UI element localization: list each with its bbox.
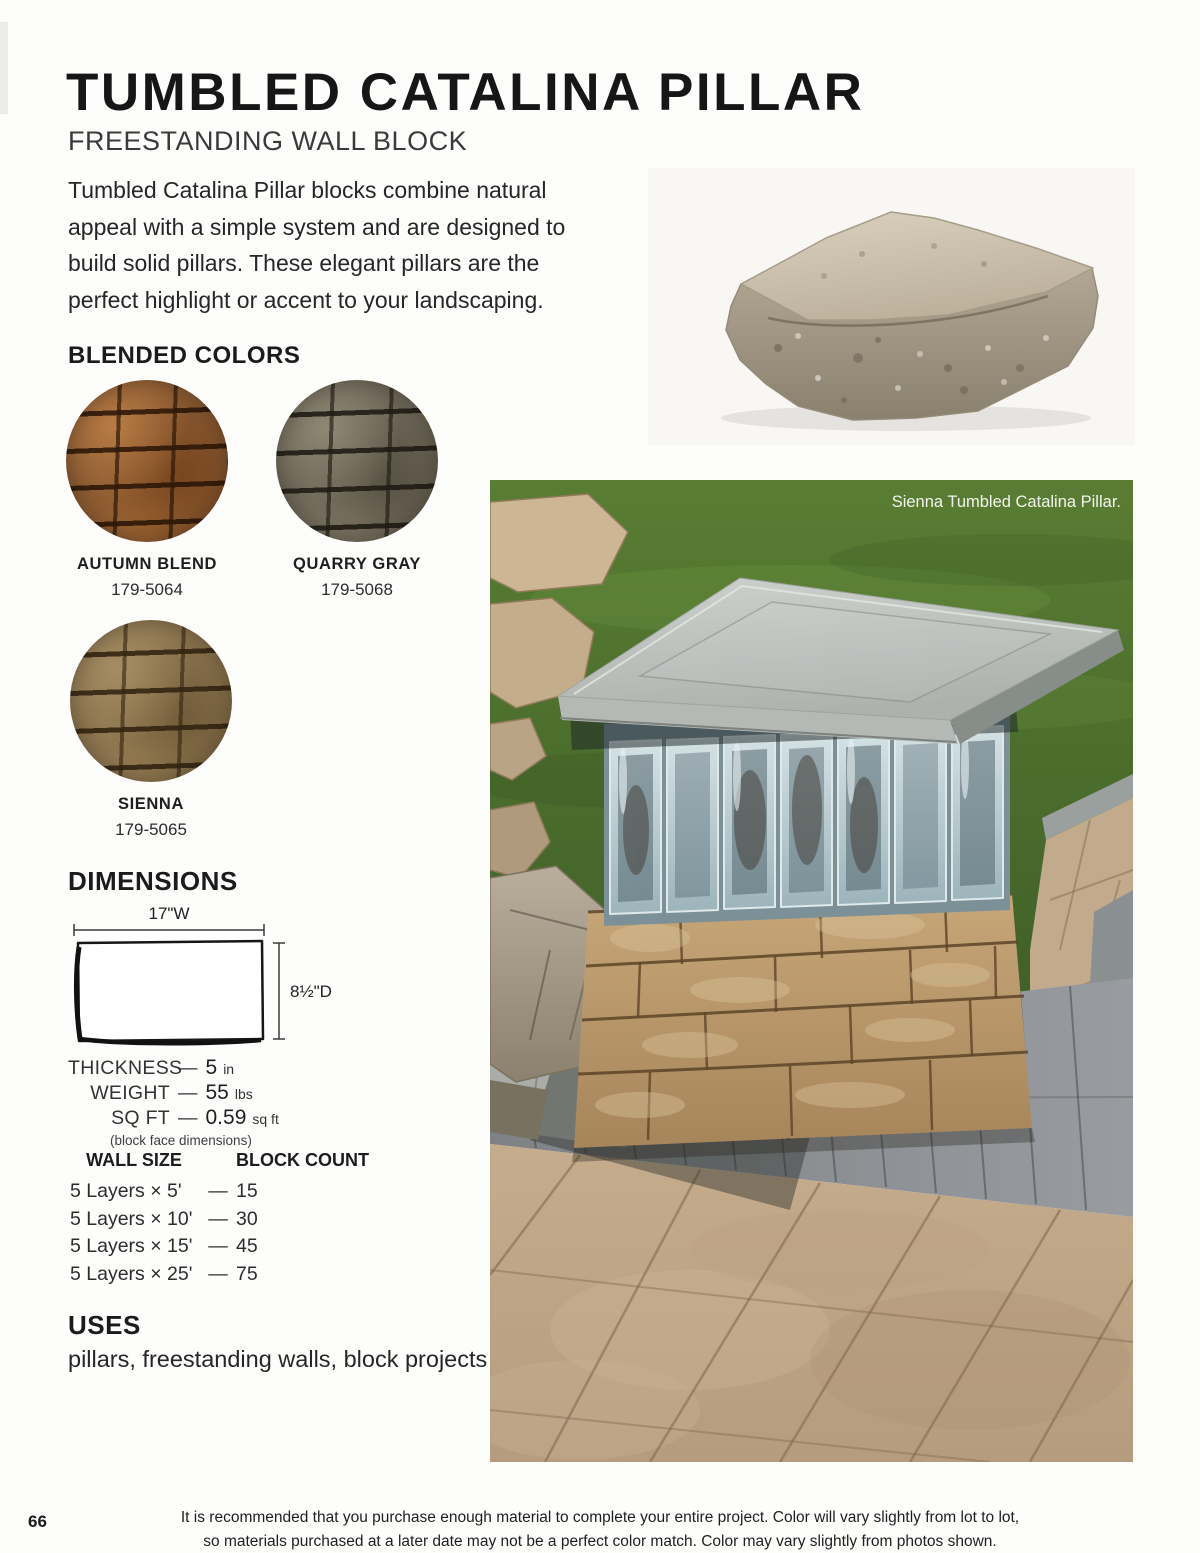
spec-dash: — [178,1107,198,1129]
uses-heading: USES [68,1310,141,1340]
swatch-quarry-gray [274,380,440,600]
swatch-autumn-blend-image [66,380,228,542]
intro-paragraph [68,172,608,318]
swatch-autumn-blend [64,380,230,600]
pillar-photo-illustration [490,480,1133,1462]
intro-line: perfect highlight or accent to your landscaping. [68,286,544,313]
row-dash: — [208,1180,228,1202]
intro-line: Tumbled Catalina Pillar blocks combine natural [68,177,547,203]
block-count-value: 15 [236,1180,258,1202]
footer-line: It is recommended that you purchase enough material to complete your entire project. Color will vary slightly from lot to lot, [180,1509,1020,1526]
depth-arrow [273,943,285,1039]
col-wall-size: WALL SIZE [86,1150,182,1170]
page-number: 66 [28,1512,47,1531]
pillar-stone-base [572,894,1035,1162]
footer-disclaimer [0,1506,1200,1553]
width-arrow [74,924,264,936]
footer-line: so materials purchased at a later date may not be a perfect color match. Color may vary slightly from photos shown. [203,1533,997,1550]
blended-colors-heading: BLENDED COLORS [68,342,301,369]
page-edge-artifact [0,22,8,114]
swatch-quarry-gray-image [276,380,438,542]
depth-dimension-label: 8½"D [290,982,332,1001]
swatch-name: QUARRY GRAY [293,555,421,573]
width-dimension-label: 17"W [148,904,190,923]
page-subtitle: FREESTANDING WALL BLOCK [68,126,468,156]
spec-label: THICKNESS [68,1057,183,1079]
swatch-name: AUTUMN BLEND [76,555,218,573]
spec-value: 5 [205,1056,218,1079]
pillar-photo [490,480,1133,1462]
dimensions-heading: DIMENSIONS [68,866,238,896]
block-count-value: 30 [236,1207,258,1230]
spec-sqft [68,1106,279,1131]
block-outline [78,941,263,1041]
table-row [68,1208,369,1236]
spec-unit: sq ft [252,1111,279,1127]
spec-value: 0.59 [205,1106,247,1129]
table-row [68,1180,369,1208]
uses-text: pillars, freestanding walls, block projects [68,1346,488,1372]
spec-unit: lbs [234,1086,253,1102]
swatch-sienna-image [70,620,232,782]
spec-dash: — [178,1057,198,1079]
product-block-illustration [648,168,1135,445]
table-row [68,1235,369,1263]
swatch-name: SIENNA [118,795,184,813]
wall-size-value: 5 Layers × 25' [70,1262,193,1285]
swatch-sienna [68,620,234,840]
wall-size-value: 5 Layers × 5' [70,1180,182,1202]
intro-line: build solid pillars. These elegant pillars are the [68,250,540,276]
swatch-sku: 179-5065 [115,820,187,839]
swatch-sku: 179-5064 [111,580,183,599]
intro-line: appeal with a simple system and are designed to [68,213,566,240]
block-count-value: 75 [236,1262,258,1285]
page-title: TUMBLED CATALINA PILLAR [66,63,865,122]
col-block-count: BLOCK COUNT [236,1150,369,1170]
table-row [68,1263,369,1291]
wall-size-table [68,1150,369,1290]
wall-size-value: 5 Layers × 15' [70,1235,193,1257]
spec-value: 55 [205,1081,229,1104]
product-block-photo [648,168,1135,445]
spec-label: WEIGHT [90,1082,170,1104]
spec-dash: — [178,1082,198,1104]
dimension-diagram [66,903,356,1058]
row-dash: — [208,1262,228,1285]
table-header-row [68,1150,369,1180]
spec-list [68,1056,279,1148]
spec-weight [68,1081,279,1106]
spec-label: SQ FT [111,1107,170,1129]
spec-thickness [68,1056,279,1081]
spec-unit: in [223,1061,235,1077]
photo-caption: Sienna Tumbled Catalina Pillar. [891,493,1121,511]
block-count-value: 45 [236,1235,258,1257]
swatch-sku: 179-5068 [321,580,393,599]
wall-size-value: 5 Layers × 10' [70,1207,193,1230]
row-dash: — [208,1207,228,1230]
row-dash: — [208,1235,228,1257]
spec-note: (block face dimensions) [110,1133,252,1148]
